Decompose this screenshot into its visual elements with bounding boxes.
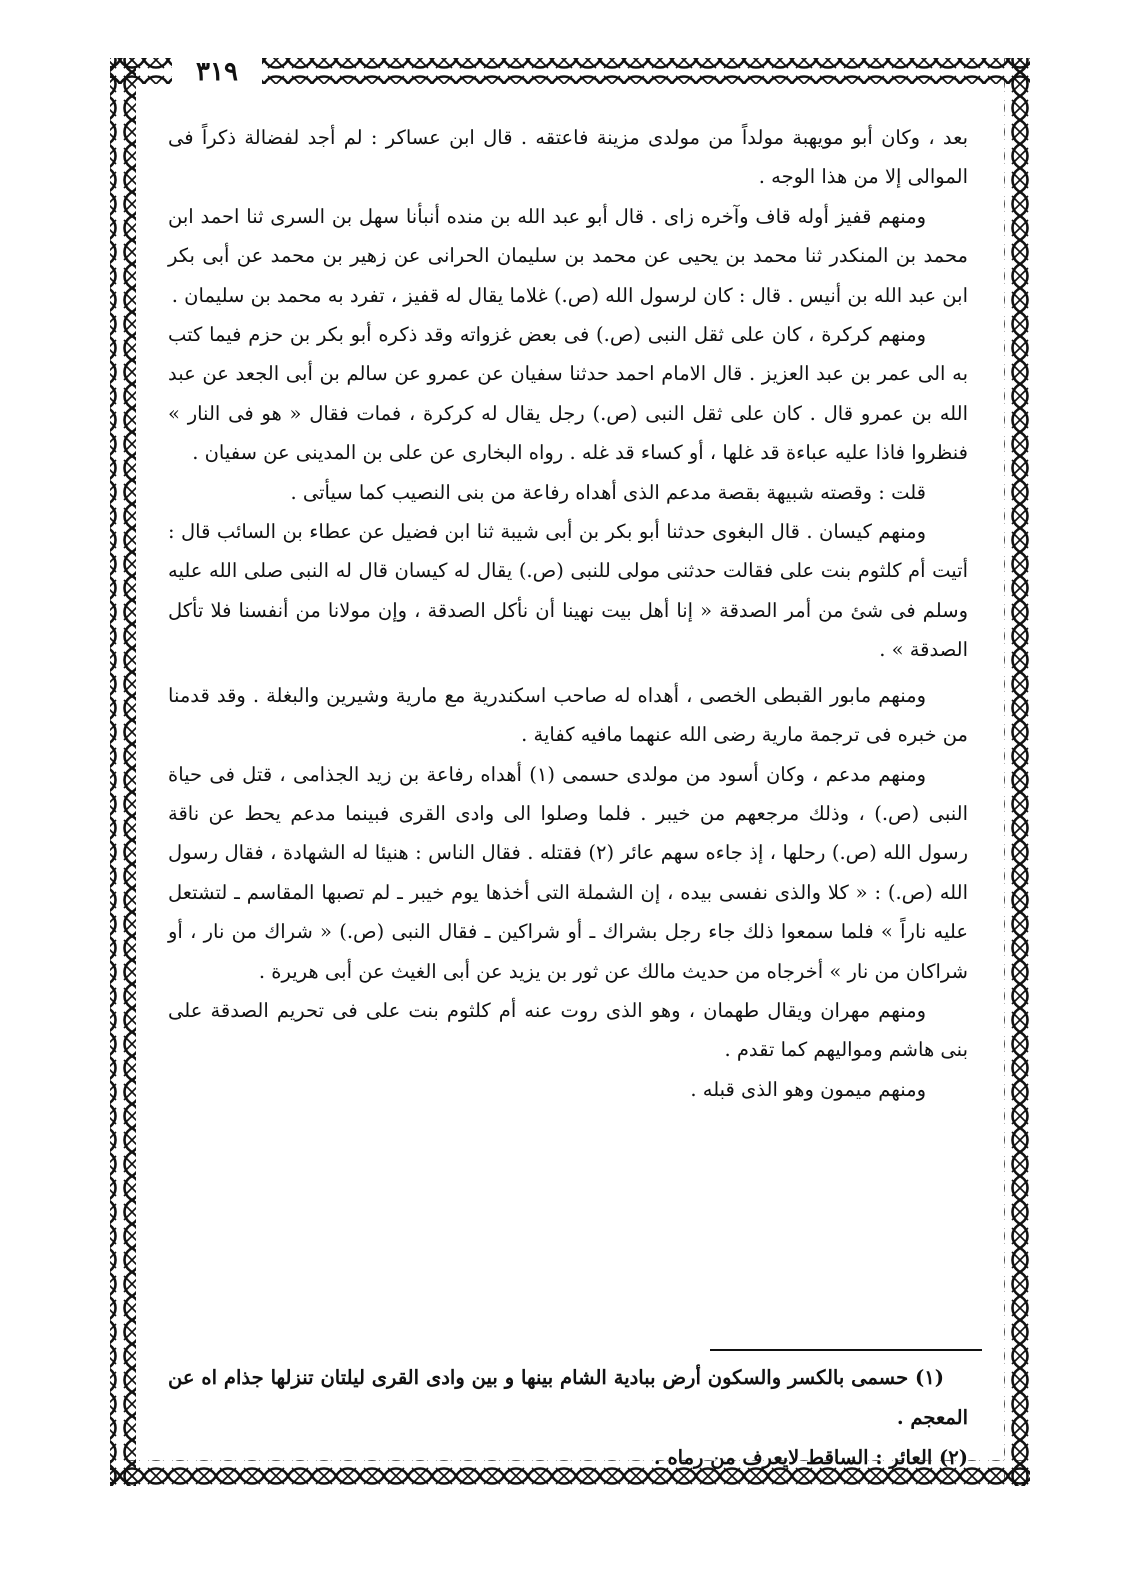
body-text bbox=[168, 118, 968, 1109]
paragraph: ومنهم قفيز أوله قاف وآخره زاى . قال أبو عبد الله بن منده أنبأنا سهل بن السرى ثنا احمد ابن محمد بن المنكدر ثنا محمد بن يحيى عن محمد بن سليمان الحرانى عن زهير بن محمد عن أبى بكر ابن عبد الله بن أنيس . قال : كان لرسول الله (ص.) غلاما يقال له قفيز ، تفرد به محمد بن سليمان . bbox=[168, 204, 968, 307]
page-number: ٣١٩ bbox=[172, 52, 262, 92]
footnote-separator bbox=[710, 1349, 982, 1351]
paragraph: قلت : وقصته شبيهة بقصة مدعم الذى أهداه رفاعة من بنى النصيب كما سيأتى . bbox=[290, 480, 926, 504]
footnotes bbox=[168, 1358, 968, 1478]
paragraph: ومنهم كركرة ، كان على ثقل النبى (ص.) فى بعض غزواته وقد ذكره أبو بكر بن حزم فيما كتب به الى عمر بن عبد العزيز . قال الامام احمد حدثنا سفيان عن عمرو عن سالم بن أبى الجعد عن عبد الله بن عمرو قال . كان على ثقل النبى (ص.) رجل يقال له كركرة ، فمات فقال « هو فى النار » فنظروا فاذا عليه عباءة قد غلها ، أو كساء قد غله . رواه البخارى عن على بن المدينى عن سفيان . bbox=[168, 323, 968, 465]
paragraph: ومنهم مابور القبطى الخصى ، أهداه له صاحب اسكندرية مع مارية وشيرين والبغلة . وقد قدمنا من خبره فى ترجمة مارية رضى الله عنهما مافيه كفاية . bbox=[168, 683, 968, 747]
paragraph: ومنهم مهران ويقال طهمان ، وهو الذى روت عنه أم كلثوم بنت على فى تحريم الصدقة على بنى هاشم ومواليهم كما تقدم . bbox=[168, 998, 968, 1062]
footnote-1: (١) حسمى بالكسر والسكون أرض ببادية الشام بينها و بين وادى القرى ليلتان تنزلها جذام اه عن المعجم . bbox=[168, 1366, 968, 1429]
paragraph: بعد ، وكان أبو مويهبة مولداً من مولدى مزينة فاعتقه . قال ابن عساكر : لم أجد لفضالة ذكراً فى الموالى إلا من هذا الوجه . bbox=[168, 126, 968, 189]
paragraph: ومنهم كيسان . قال البغوى حدثنا أبو بكر بن أبى شيبة ثنا ابن فضيل عن عطاء بن السائب قال : أتيت أم كلثوم بنت على فقالت حدثنى مولى للنبى (ص.) يقال له كيسان قال له النبى صلى الله عليه وسلم فى شئ من أمر الصدقة « إنا أهل بيت نهينا أن نأكل الصدقة ، وإن مولانا من أنفسنا فلا تأكل الصدقة » . bbox=[168, 520, 968, 662]
border-right bbox=[1004, 58, 1030, 1486]
footnote-2: (٢) العائر : الساقط لايعرف من رماه . bbox=[653, 1446, 968, 1469]
paragraph: ومنهم ميمون وهو الذى قبله . bbox=[690, 1077, 926, 1101]
border-left bbox=[110, 58, 136, 1486]
paragraph: ومنهم مدعم ، وكان أسود من مولدى حسمى (١) أهداه رفاعة بن زيد الجذامى ، قتل فى حياة النبى (ص.) ، وذلك مرجعهم من خيبر . فلما وصلوا الى وادى القرى فبينما مدعم يحط عن ناقة رسول الله (ص.) رحلها ، إذ جاءه سهم عائر (٢) فقتله . فقال الناس : هنيئا له الشهادة ، فقال رسول الله (ص.) : « كلا والذى نفسى بيده ، إن الشملة التى أخذها يوم خيبر ـ لم تصبها المقاسم ـ لتشتعل عليه ناراً » فلما سمعوا ذلك جاء رجل بشراك ـ أو شراكين ـ فقال النبى (ص.) « شراك من نار ، أو شراكان من نار » أخرجاه من حديث مالك عن ثور بن يزيد عن أبى الغيث عن أبى هريرة . bbox=[168, 762, 968, 983]
